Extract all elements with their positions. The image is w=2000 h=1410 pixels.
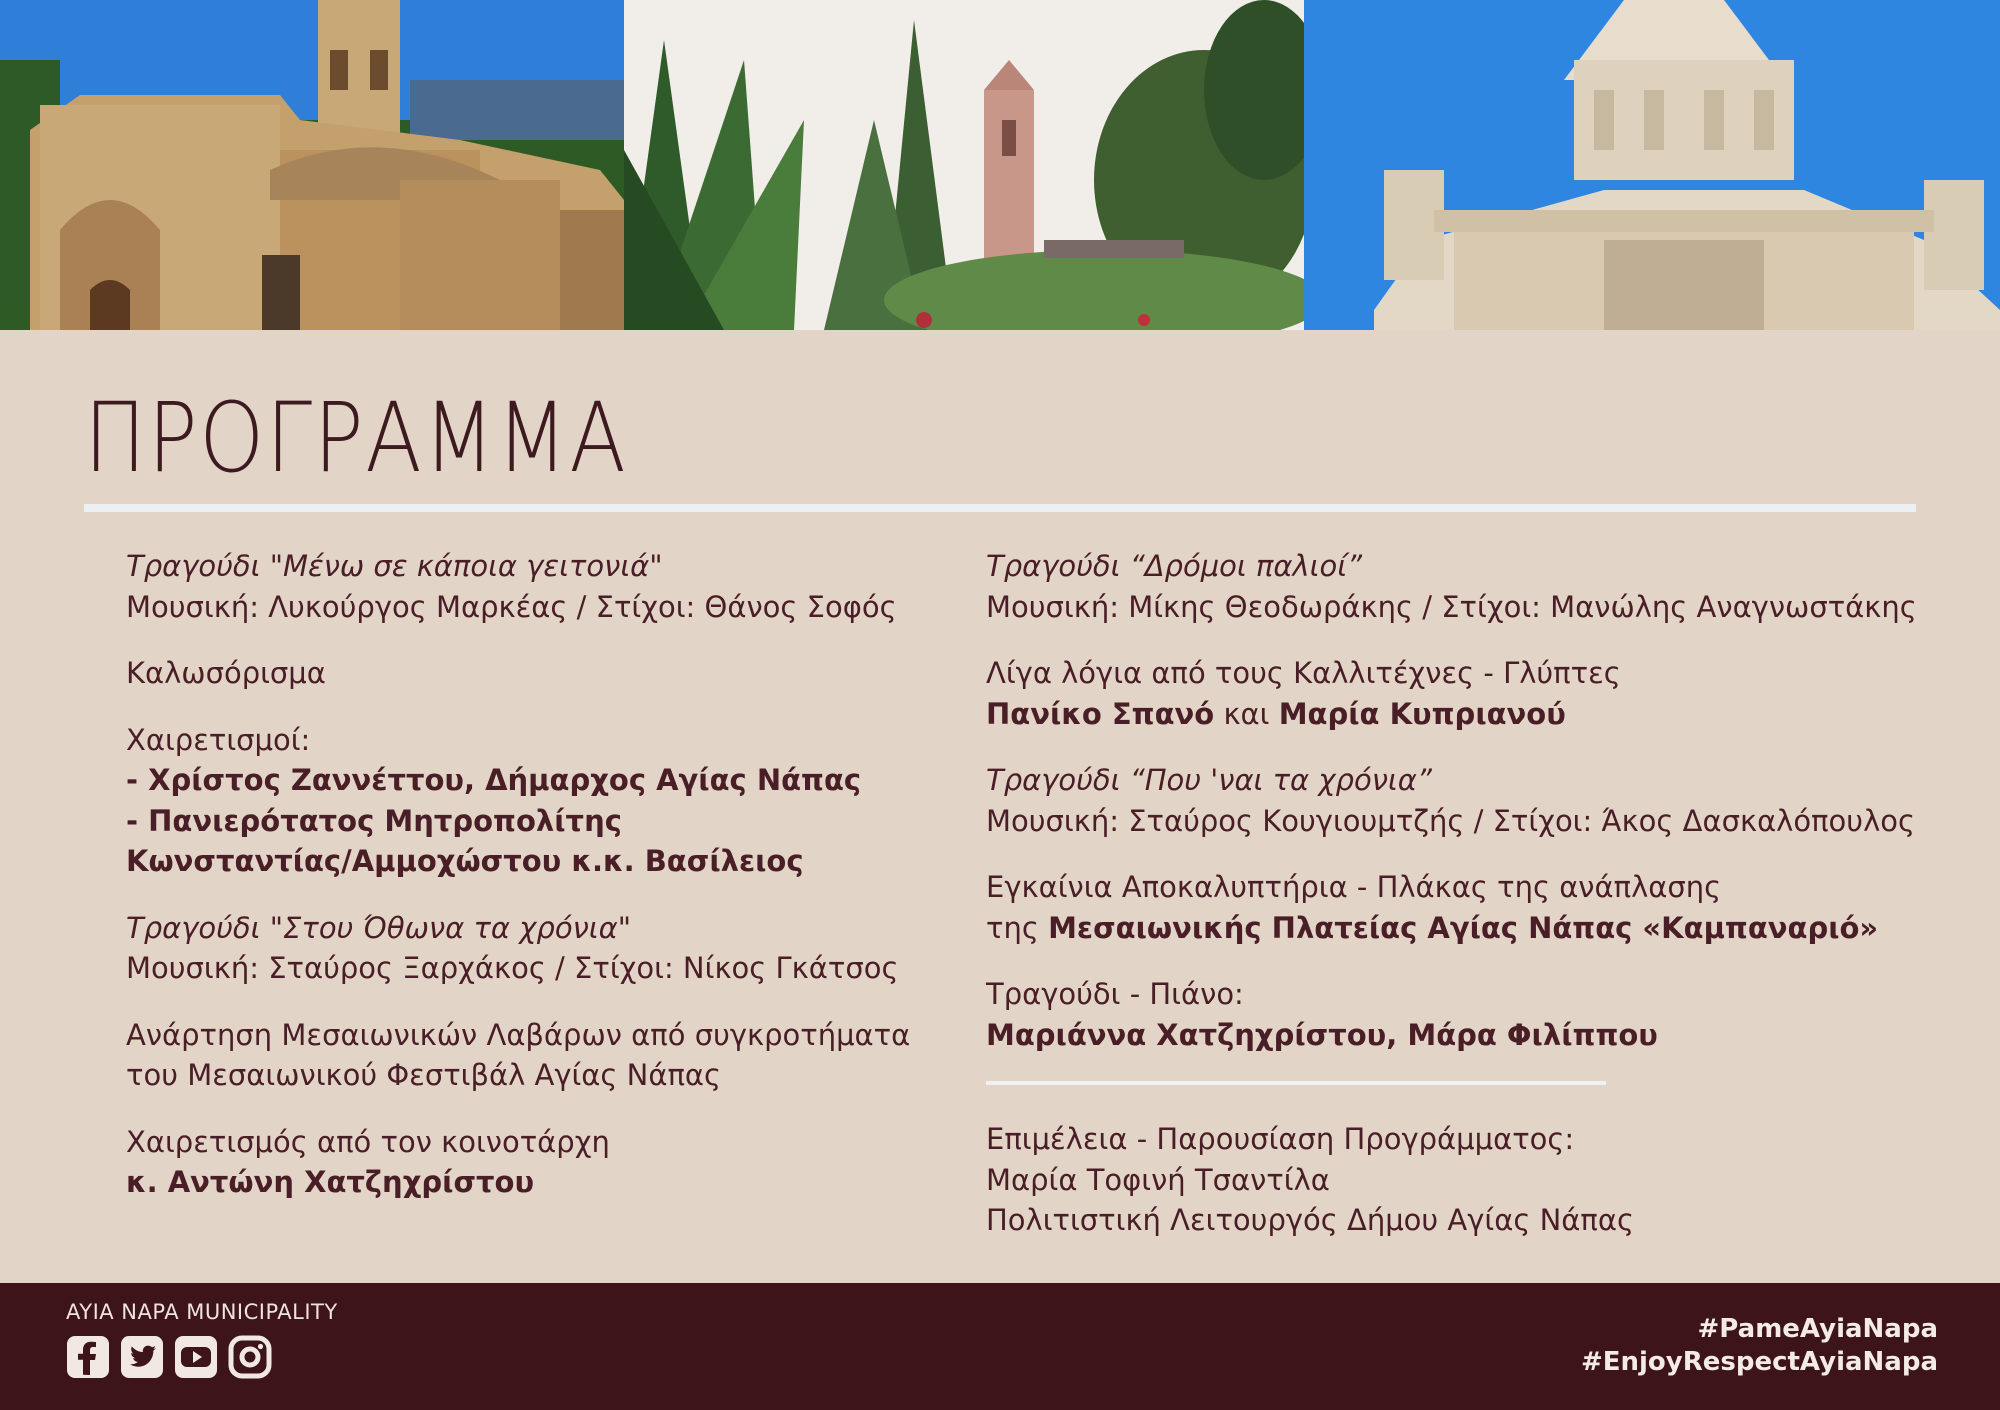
program-line: του Μεσαιωνικού Φεστιβάλ Αγίας Νάπας (126, 1058, 722, 1092)
program-line: Λίγα λόγια από τους Καλλιτέχνες - Γλύπτες (986, 656, 1621, 690)
program-line: Μουσική: Σταύρος Ξαρχάκος / Στίχοι: Νίκος Γκάτσος (126, 951, 899, 985)
page-title: ΠΡΟΓΡΑΜΜΑ (84, 382, 628, 494)
program-line: Κωνσταντίας/Αμμοχώστου κ.κ. Βασίλειος (126, 844, 804, 878)
hashtag-enjoy[interactable]: #EnjoyRespectAyiaNapa (1580, 1347, 1938, 1377)
program-line: Τραγούδι "Στου Όθωνα τα χρόνια" (126, 910, 632, 945)
title-divider (84, 504, 1916, 512)
program-line: Μουσική: Μίκης Θεοδωράκης / Στίχοι: Μανώλης Αναγνωστάκης (986, 589, 1917, 624)
program-line: Τραγούδι “Που 'ναι τα χρόνια” (986, 763, 1432, 797)
program-item (986, 546, 1917, 627)
twitter-icon[interactable] (120, 1335, 164, 1379)
youtube-icon[interactable] (174, 1335, 218, 1379)
footer-bar (0, 1283, 2000, 1410)
municipality-name: AYIA NAPA MUNICIPALITY (66, 1300, 338, 1324)
header-photo-strip (0, 0, 2000, 330)
program-line-bold: Μαρία Κυπριανού (1278, 696, 1566, 731)
program-line-bold: Πανίκο Σπανό (986, 696, 1215, 731)
program-line: - Πανιερότατος Μητροπολίτης (126, 803, 622, 838)
credits-line: Μαρία Τοφινή Τσαντίλα (986, 1162, 1330, 1197)
program-line-text: της (986, 910, 1049, 945)
hashtag-pame[interactable]: #PameAyiaNapa (1697, 1314, 1938, 1344)
social-icons (66, 1335, 272, 1379)
instagram-icon[interactable] (228, 1335, 272, 1379)
credits-line: Επιμέλεια - Παρουσίαση Προγράμματος: (986, 1122, 1575, 1156)
program-column-right (986, 546, 1917, 1267)
program-line: Ανάρτηση Μεσαιωνικών Λαβάρων από συγκροτήματα (126, 1017, 911, 1052)
program-item (126, 546, 986, 627)
program-item (986, 653, 1886, 734)
photo-stone-church (0, 0, 624, 330)
hashtags (1581, 1313, 1938, 1379)
program-column-left (126, 546, 986, 1229)
program-item (126, 1015, 986, 1096)
credits-line: Πολιτιστική Λειτουργός Δήμου Αγίας Νάπας (986, 1203, 1634, 1237)
credits-divider (986, 1081, 1606, 1085)
program-line: Τραγούδι “Δρόμοι παλιοί” (986, 549, 1363, 583)
program-line-text: και (1214, 696, 1279, 731)
program-item (126, 908, 986, 989)
program-line: κ. Αντώνη Χατζηχρίστου (126, 1165, 535, 1199)
program-line: - Χρίστος Ζαννέττου, Δήμαρχος Αγίας Νάπας (126, 763, 862, 797)
photo-garden-bell-tower (624, 0, 1304, 330)
program-line: Καλωσόρισμα (126, 656, 326, 690)
program-line-bold: Μεσαιωνικής Πλατείας Αγίας Νάπας «Καμπαναριό» (1048, 910, 1879, 945)
program-item (986, 760, 1915, 841)
program-line (986, 694, 1886, 735)
photo-church-dome (1304, 0, 2000, 330)
program-line: Χαιρετισμός από τον κοινοτάρχη (126, 1124, 610, 1159)
program-line: Τραγούδι "Μένω σε κάποια γειτονιά" (126, 549, 663, 583)
program-item (986, 974, 1886, 1055)
program-line: Εγκαίνια Αποκαλυπτήρια - Πλάκας της ανάπλασης (986, 870, 1722, 904)
program-line: Χαιρετισμοί: (126, 722, 311, 757)
program-line (986, 908, 1886, 949)
program-line: Μαριάννα Χατζηχρίστου, Μάρα Φιλίππου (986, 1017, 1658, 1052)
program-item (126, 1122, 986, 1203)
program-item (126, 653, 986, 694)
program-line: Μουσική: Σταύρος Κουγιουμτζής / Στίχοι: Άκος Δασκαλόπουλος (986, 803, 1915, 838)
facebook-icon[interactable] (66, 1335, 110, 1379)
program-item (126, 720, 986, 882)
credits-block (986, 1119, 1886, 1241)
program-line: Μουσική: Λυκούργος Μαρκέας / Στίχοι: Θάνος Σοφός (126, 589, 897, 624)
program-item (986, 867, 1886, 948)
program-line: Τραγούδι - Πιάνο: (986, 977, 1244, 1011)
